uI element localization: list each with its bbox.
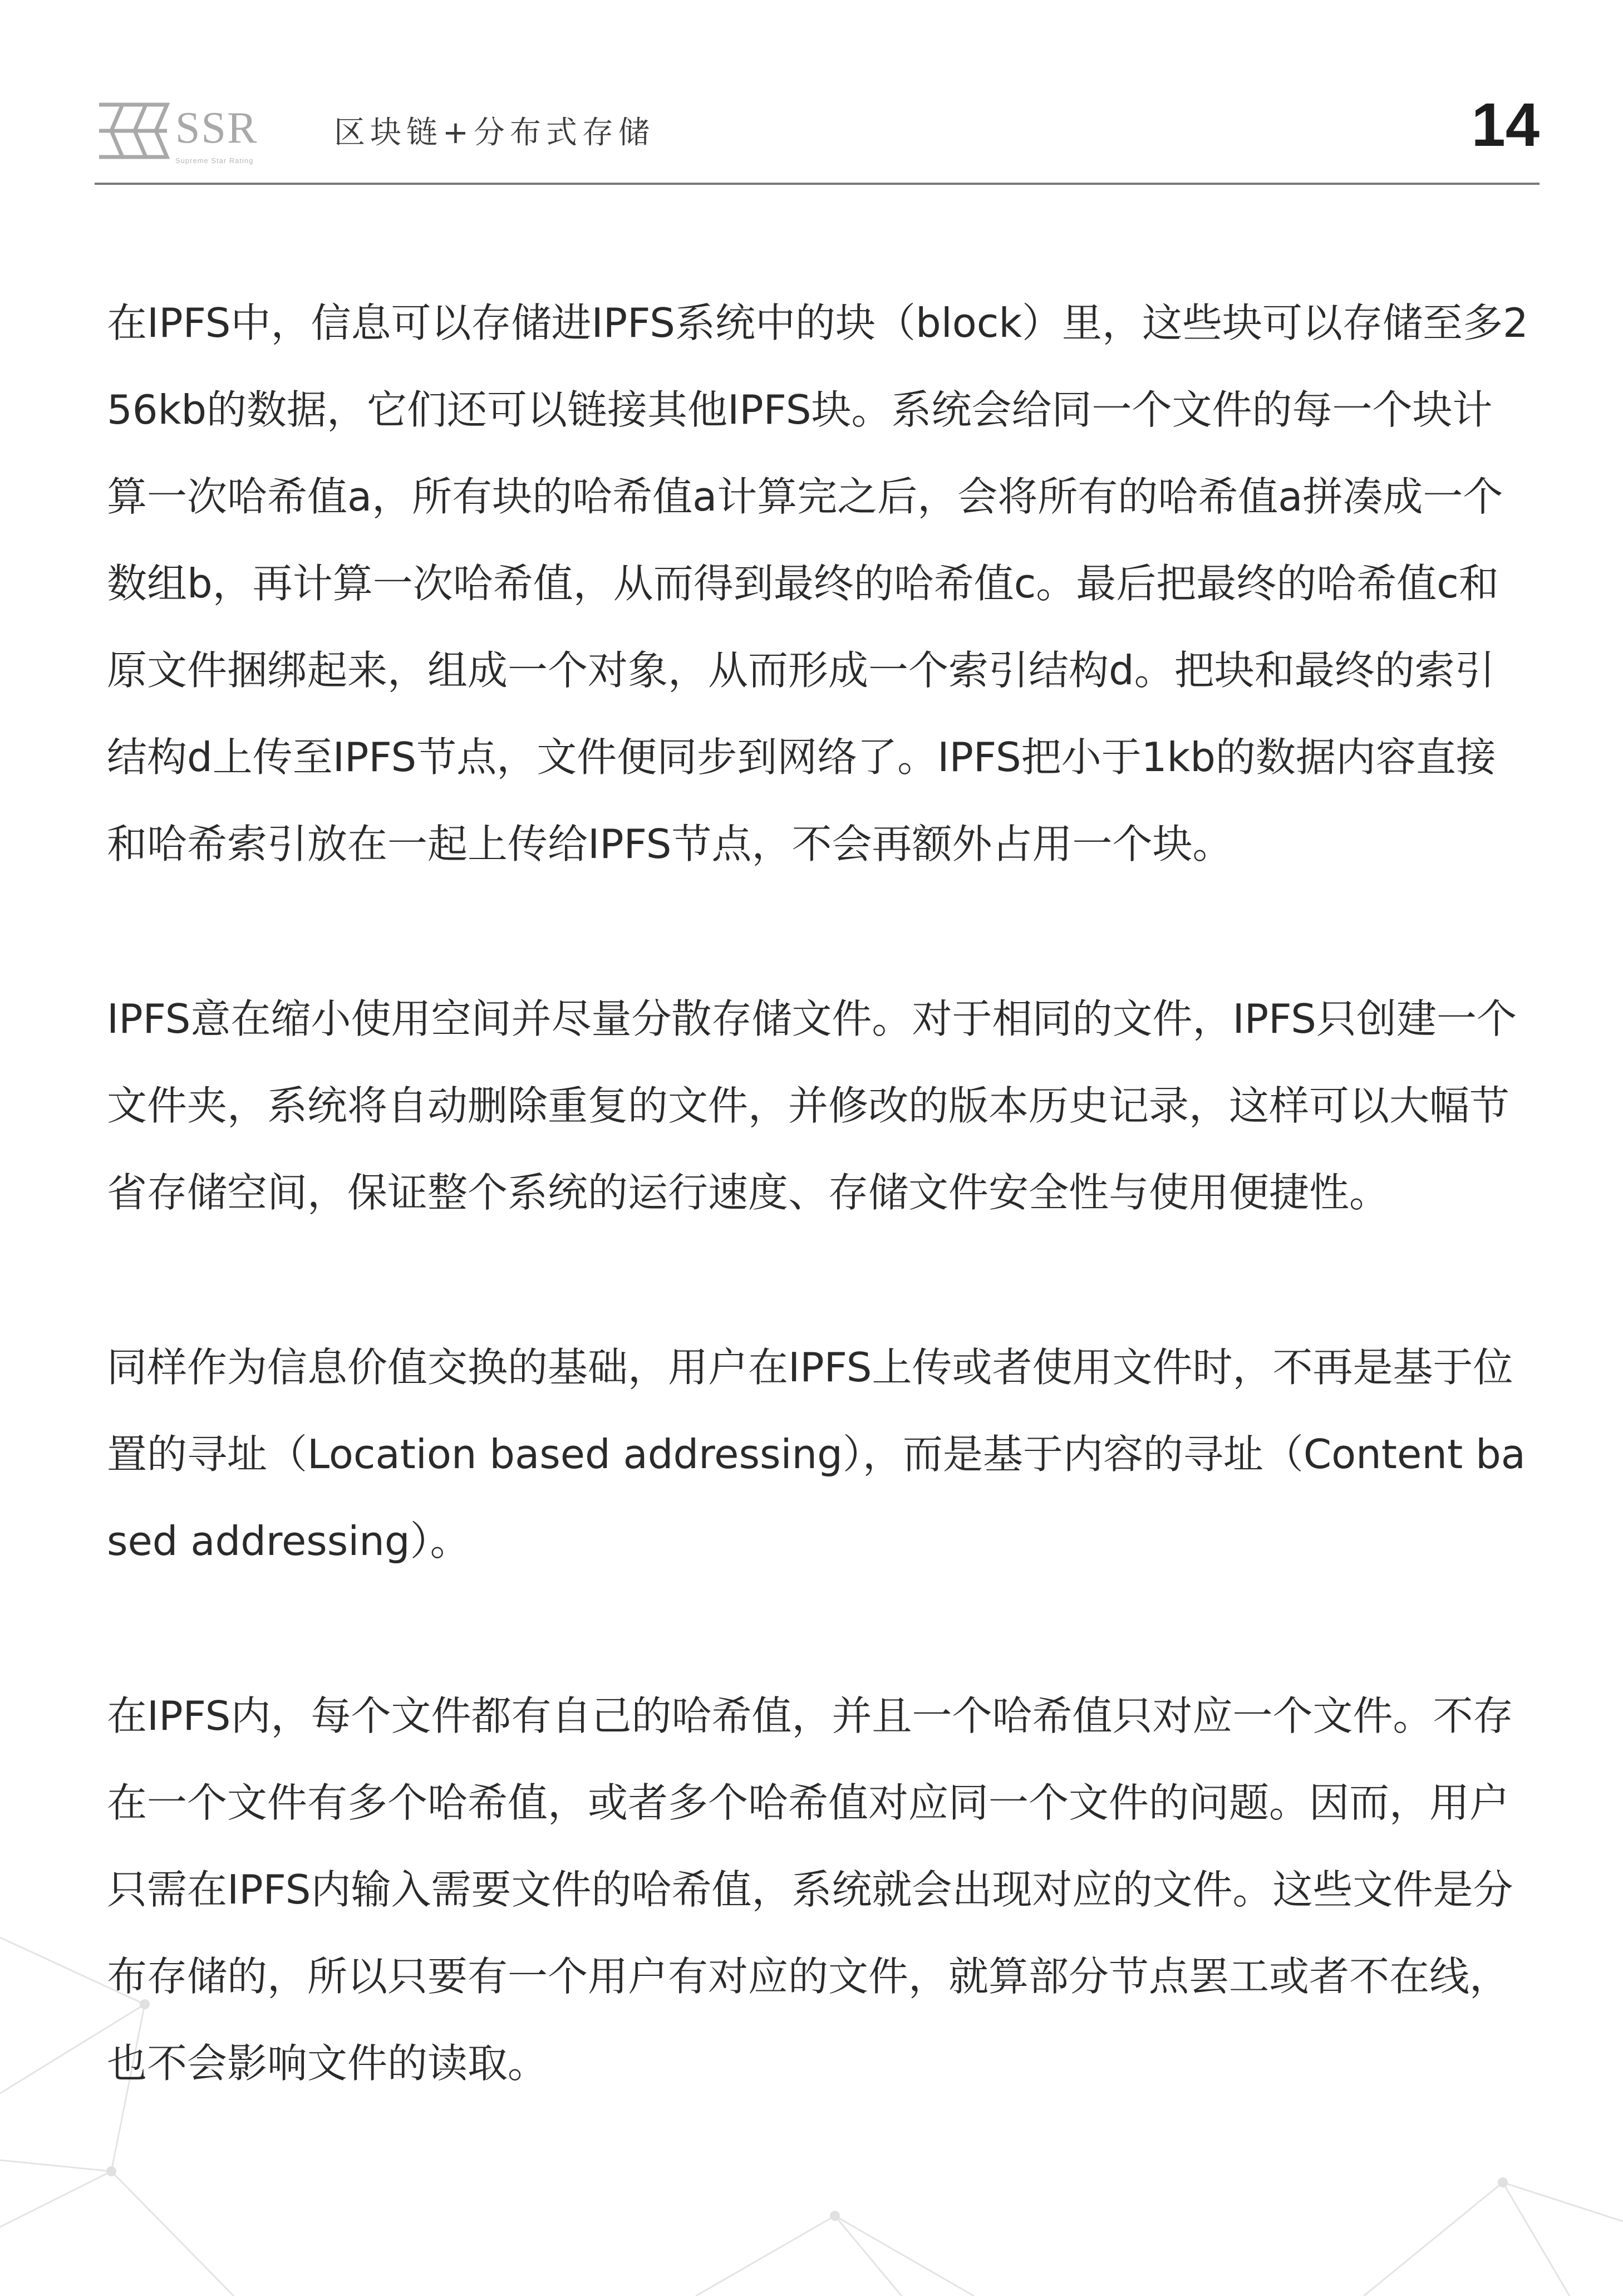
paragraph-content-addressing: 同样作为信息价值交换的基础，用户在IPFS上传或者使用文件时，不再是基于位置的寻址（Location based addressing），而是基于内容的寻址（Content based addressing）。 xyxy=(107,1344,1526,1564)
document-body xyxy=(107,279,1532,2107)
page-header xyxy=(95,89,1540,184)
logo-text: SSR xyxy=(175,104,258,153)
header-divider xyxy=(95,183,1540,185)
ssr-logo xyxy=(95,100,340,167)
logo-subtitle: Supreme Star Rating xyxy=(175,156,254,165)
paragraph-unique-hash: 在IPFS内，每个文件都有自己的哈希值，并且一个哈希值只对应一个文件。不存在一个文件有多个哈希值，或者多个哈希值对应同一个文件的问题。因而，用户只需在IPFS内输入需要文件的哈希值，系统就会出现对应的文件。这些文件是分布存储的，所以只要有一个用户有对应的文件，就算部分节点罢工或者不在线，也不会影响文件的读取。 xyxy=(107,1692,1513,2087)
page-number: 14 xyxy=(1471,91,1540,159)
paragraph-ipfs-blocks: 在IPFS中，信息可以存储进IPFS系统中的块（block）里，这些块可以存储至多256kb的数据，它们还可以链接其他IPFS块。系统会给同一个文件的每一个块计算一次哈希值a，所有块的哈希值a计算完之后，会将所有的哈希值a拼凑成一个数组b，再计算一次哈希值，从而得到最终的哈希值c。最后把最终的哈希值c和原文件捆绑起来，组成一个对象，从而形成一个索引结构d。把块和最终的索引结构d上传至IPFS节点，文件便同步到网络了。IPFS把小于1kb的数据内容直接和哈希索引放在一起上传给IPFS节点，不会再额外占用一个块。 xyxy=(107,300,1528,867)
header-title: 区块链+分布式存储 xyxy=(334,115,655,151)
paragraph-space-saving: IPFS意在缩小使用空间并尽量分散存储文件。对于相同的文件，IPFS只创建一个文件夹，系统将自动删除重复的文件，并修改的版本历史记录，这样可以大幅节省存储空间，保证整个系统的运行速度、存储文件安全性与使用便捷性。 xyxy=(107,995,1517,1216)
